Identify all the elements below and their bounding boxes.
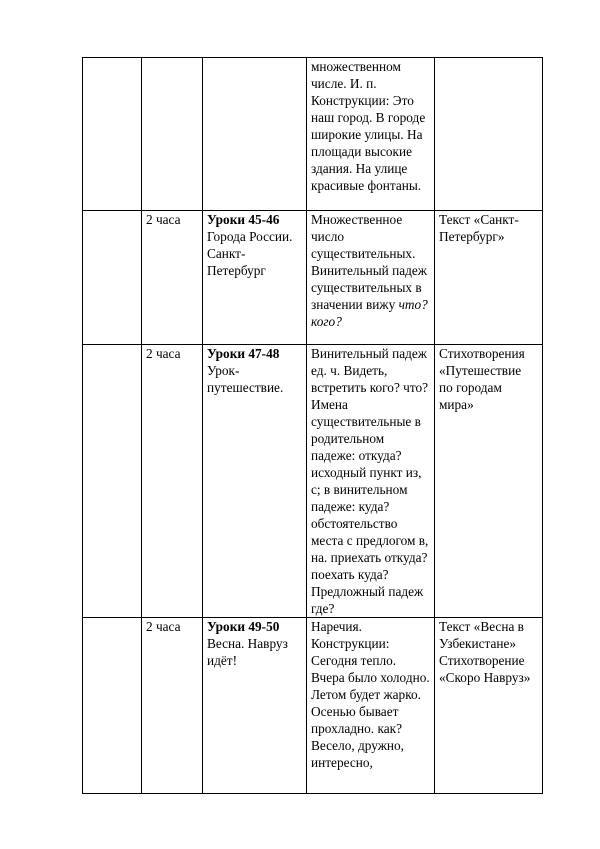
topic-cell	[203, 58, 307, 211]
grammar-cell	[307, 211, 435, 345]
lesson-topic: Урок-путешествие.	[207, 363, 284, 395]
lesson-plan-table	[82, 57, 543, 794]
hours-cell: 2 часа	[142, 618, 203, 794]
number-cell	[83, 211, 142, 345]
table-row	[83, 618, 543, 794]
grammar-text: Наречия. Конструкции: Сегодня тепло. Вчера было холодно. Летом будет жарко. Осенью бывает прохладно. как? Весело, дружно, интересно,	[311, 619, 430, 770]
grammar-cell	[307, 345, 435, 618]
hours-cell: 2 часа	[142, 345, 203, 618]
lesson-title: Уроки 49-50	[207, 619, 280, 634]
number-cell	[83, 618, 142, 794]
topic-cell	[203, 211, 307, 345]
lesson-title: Уроки 47-48	[207, 346, 280, 361]
table-row	[83, 345, 543, 618]
grammar-text: Множественное число существительных. Винительный падеж существительных в значении вижу	[311, 212, 427, 312]
number-cell	[83, 58, 142, 211]
grammar-italic-text: что? кого?	[311, 297, 428, 329]
lesson-title: Уроки 45-46	[207, 212, 280, 227]
hours-cell	[142, 58, 203, 211]
reading-cell: Текст «Весна в Узбекистане» Стихотворение «Скоро Навруз»	[435, 618, 543, 794]
table-row	[83, 211, 543, 345]
reading-cell	[435, 58, 543, 211]
grammar-text: множественном числе. И. п. Конструкции: Это наш город. В городе широкие улицы. На площади высокие здания. На улице красивые фонтаны.	[311, 59, 426, 193]
table-row	[83, 58, 543, 211]
topic-cell	[203, 618, 307, 794]
lesson-topic: Города России. Санкт-Петербург	[207, 229, 293, 278]
topic-cell	[203, 345, 307, 618]
lesson-topic: Весна. Навруз идёт!	[207, 636, 288, 668]
grammar-text: Винительный падеж ед. ч. Видеть, встретить кого? что? Имена существительные в родительном падеже: откуда? исходный пункт из, с; в винительном падеже: куда? обстоятельство места с предлогом в, на. приехать откуда? поехать куда? Предложный падеж где?	[311, 346, 429, 616]
reading-cell: Стихотворения «Путешествие по городам мира»	[435, 345, 543, 618]
grammar-cell	[307, 618, 435, 794]
reading-cell: Текст «Санкт-Петербург»	[435, 211, 543, 345]
number-cell	[83, 345, 142, 618]
grammar-cell	[307, 58, 435, 211]
hours-cell: 2 часа	[142, 211, 203, 345]
